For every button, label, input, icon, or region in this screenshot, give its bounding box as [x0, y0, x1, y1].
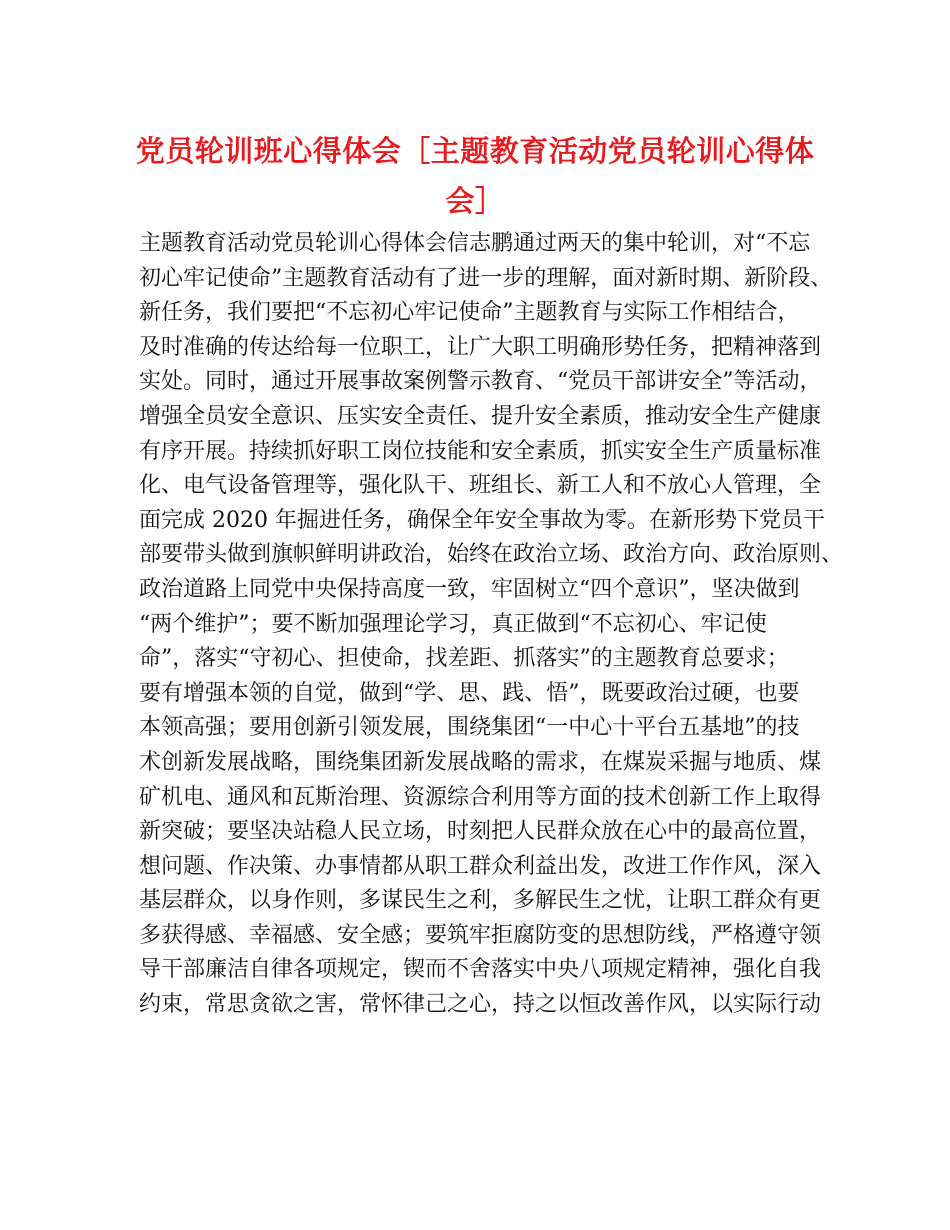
body-line: 化、电气设备管理等，强化队干、班组长、新工人和不放心人管理，全 [139, 473, 822, 499]
body-line: 基层群众，以身作则，多谋民生之利，多解民生之忧，让职工群众有更 [139, 888, 822, 914]
body-line: 命”，落实“守初心、担使命，找差距、抓落实”的主题教育总要求； [139, 646, 789, 672]
body-line: 政治道路上同党中央保持高度一致，牢固树立“四个意识”，坚决做到 [139, 576, 800, 602]
body-line: 新任务，我们要把“不忘初心牢记使命”主题教育与实际工作相结合， [139, 300, 800, 326]
document-title [110, 126, 840, 226]
body-line: 实处。同时，通过开展事故案例警示教育、“党员干部讲安全”等活动， [139, 369, 822, 395]
body-paragraph [139, 227, 844, 1023]
body-line: 术创新发展战略，围绕集团新发展战略的需求，在煤炭采掘与地质、煤 [139, 749, 822, 775]
body-line: 矿机电、通风和瓦斯治理、资源综合利用等方面的技术创新工作上取得 [139, 784, 822, 810]
body-line: “两个维护”；要不断加强理论学习，真正做到“不忘初心、牢记使 [139, 611, 767, 637]
body-line: 增强全员安全意识、压实安全责任、提升安全素质，推动安全生产健康 [139, 403, 822, 429]
body-line: 部要带头做到旗帜鲜明讲政治，始终在政治立场、政治方向、政治原则、 [139, 542, 844, 568]
body-line: 面完成 2020 年掘进任务，确保全年安全事故为零。在新形势下党员干 [139, 507, 825, 533]
title-line: 会］ [445, 184, 505, 218]
body-line: 主题教育活动党员轮训心得体会信志鹏通过两天的集中轮训，对“不忘 [139, 231, 811, 256]
title-line: 党员轮训班心得体会［主题教育活动党员轮训心得体 [135, 134, 815, 168]
body-line: 导干部廉洁自律各项规定，锲而不舍落实中央八项规定精神，强化自我 [139, 957, 822, 983]
body-line: 要有增强本领的自觉，做到“学、思、践、悟”，既要政治过硬，也要 [139, 680, 800, 706]
body-line: 约束，常思贪欲之害，常怀律己之心，持之以恒改善作风，以实际行动 [139, 992, 822, 1018]
body-line: 初心牢记使命”主题教育活动有了进一步的理解，面对新时期、新阶段、 [139, 265, 833, 291]
body-line: 及时准确的传达给每一位职工，让广大职工明确形势任务，把精神落到 [139, 334, 822, 360]
body-line: 多获得感、幸福感、安全感；要筑牢拒腐防变的思想防线，严格遵守领 [139, 922, 822, 948]
body-line: 新突破；要坚决站稳人民立场，时刻把人民群众放在心中的最高位置， [139, 819, 822, 845]
body-line: 本领高强；要用创新引领发展，围绕集团“一中心十平台五基地”的技 [139, 715, 800, 741]
body-line: 想问题、作决策、办事情都从职工群众利益出发，改进工作作风，深入 [139, 853, 822, 879]
body-line: 有序开展。持续抓好职工岗位技能和安全素质，抓实安全生产质量标准 [139, 438, 822, 464]
